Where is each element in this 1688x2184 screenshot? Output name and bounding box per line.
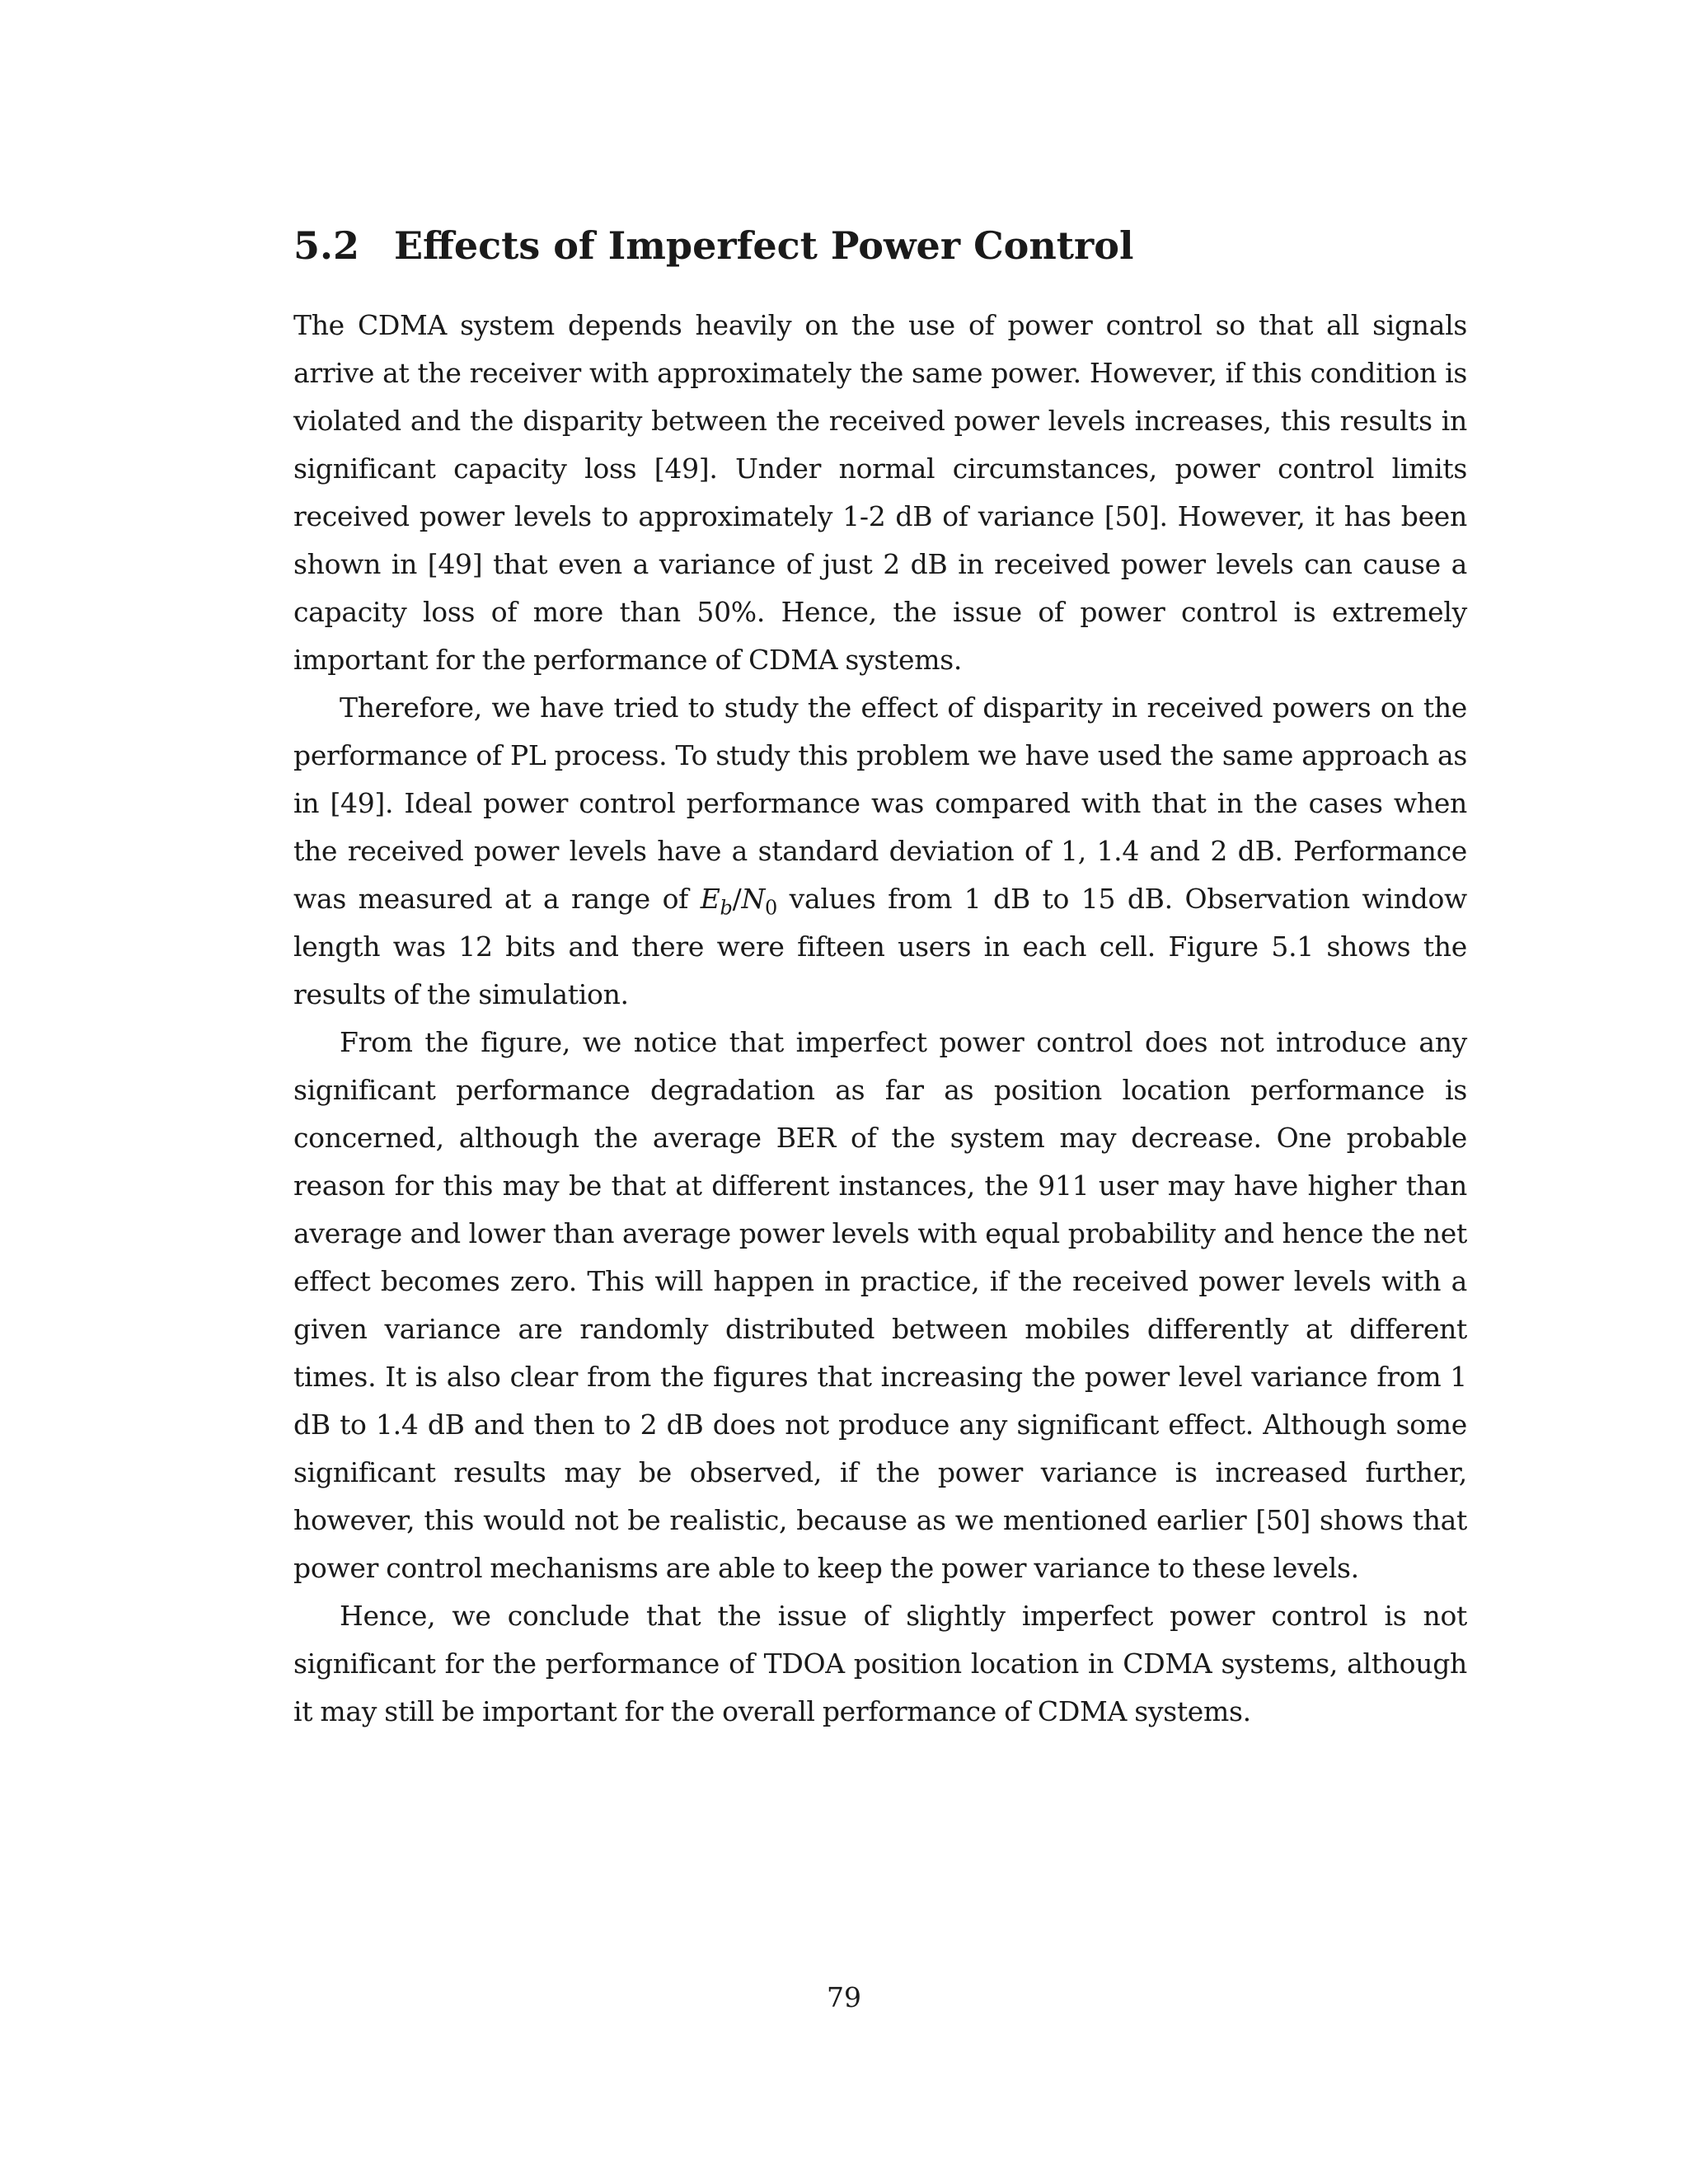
paragraph-2 — [293, 684, 1467, 1019]
paragraph-2-text-before: Therefore, we have tried to study the effect of disparity in received powers on the performance of PL process. To study this problem we have used the same approach as in [49]. Ideal power control performance was compared with that in the cases when the received power levels have a standard deviation of 1, 1.4 and 2 dB. Performance was measured at a range of — [293, 691, 1467, 915]
section-number: 5.2 — [293, 223, 360, 268]
math-n-sub: 0 — [765, 896, 778, 920]
section-title: Effects of Imperfect Power Control — [394, 223, 1134, 268]
paragraph-1: The CDMA system depends heavily on the use of power control so that all signals arrive at the receiver with approximately the same power. However, if this condition is violated and the disparity between the received power levels increases, this results in significant capacity loss [49]. Under normal circumstances, power control limits received power levels to approximately 1-2 dB of variance [50]. However, it has been shown in [49] that even a variance of just 2 dB in received power levels can cause a capacity loss of more than 50%. Hence, the issue of power control is extremely important for the performance of CDMA systems. — [293, 309, 1467, 676]
paragraph-2-text-after: values from 1 dB to 15 dB. Observation window length was 12 bits and there were fifteen users in each cell. Figure 5.1 shows the results of the simulation. — [293, 883, 1468, 1010]
section-heading — [293, 221, 1472, 270]
page-number: 79 — [827, 1981, 861, 2013]
math-e-sub: b — [720, 896, 733, 920]
math-e: E — [700, 883, 720, 915]
math-slash: / — [732, 883, 742, 915]
math-n: N — [741, 883, 766, 915]
paragraph-3: From the figure, we notice that imperfect power control does not introduce any significant performance degradation as far as position location performance is concerned, although the average BER of the system may decrease. One probable reason for this may be that at different instances, the 911 user may have higher than average and lower than average power levels with equal probability and hence the net effect becomes zero. This will happen in practice, if the received power levels with a given variance are randomly distributed between mobiles differently at different times. It is also clear from the figures that increasing the power level variance from 1 dB to 1.4 dB and then to 2 dB does not produce any significant effect. Although some significant results may be observed, if the power variance is increased further, however, this would not be realistic, because as we mentioned earlier [50] shows that power control mechanisms are able to keep the power variance to these levels. — [293, 1026, 1467, 1584]
ebn0-math — [700, 883, 778, 920]
paragraph-4: Hence, we conclude that the issue of slightly imperfect power control is not significant for the performance of TDOA position location in CDMA systems, although it may still be important for the overall performance of CDMA systems. — [293, 1600, 1467, 1727]
body-text — [293, 302, 1467, 1736]
